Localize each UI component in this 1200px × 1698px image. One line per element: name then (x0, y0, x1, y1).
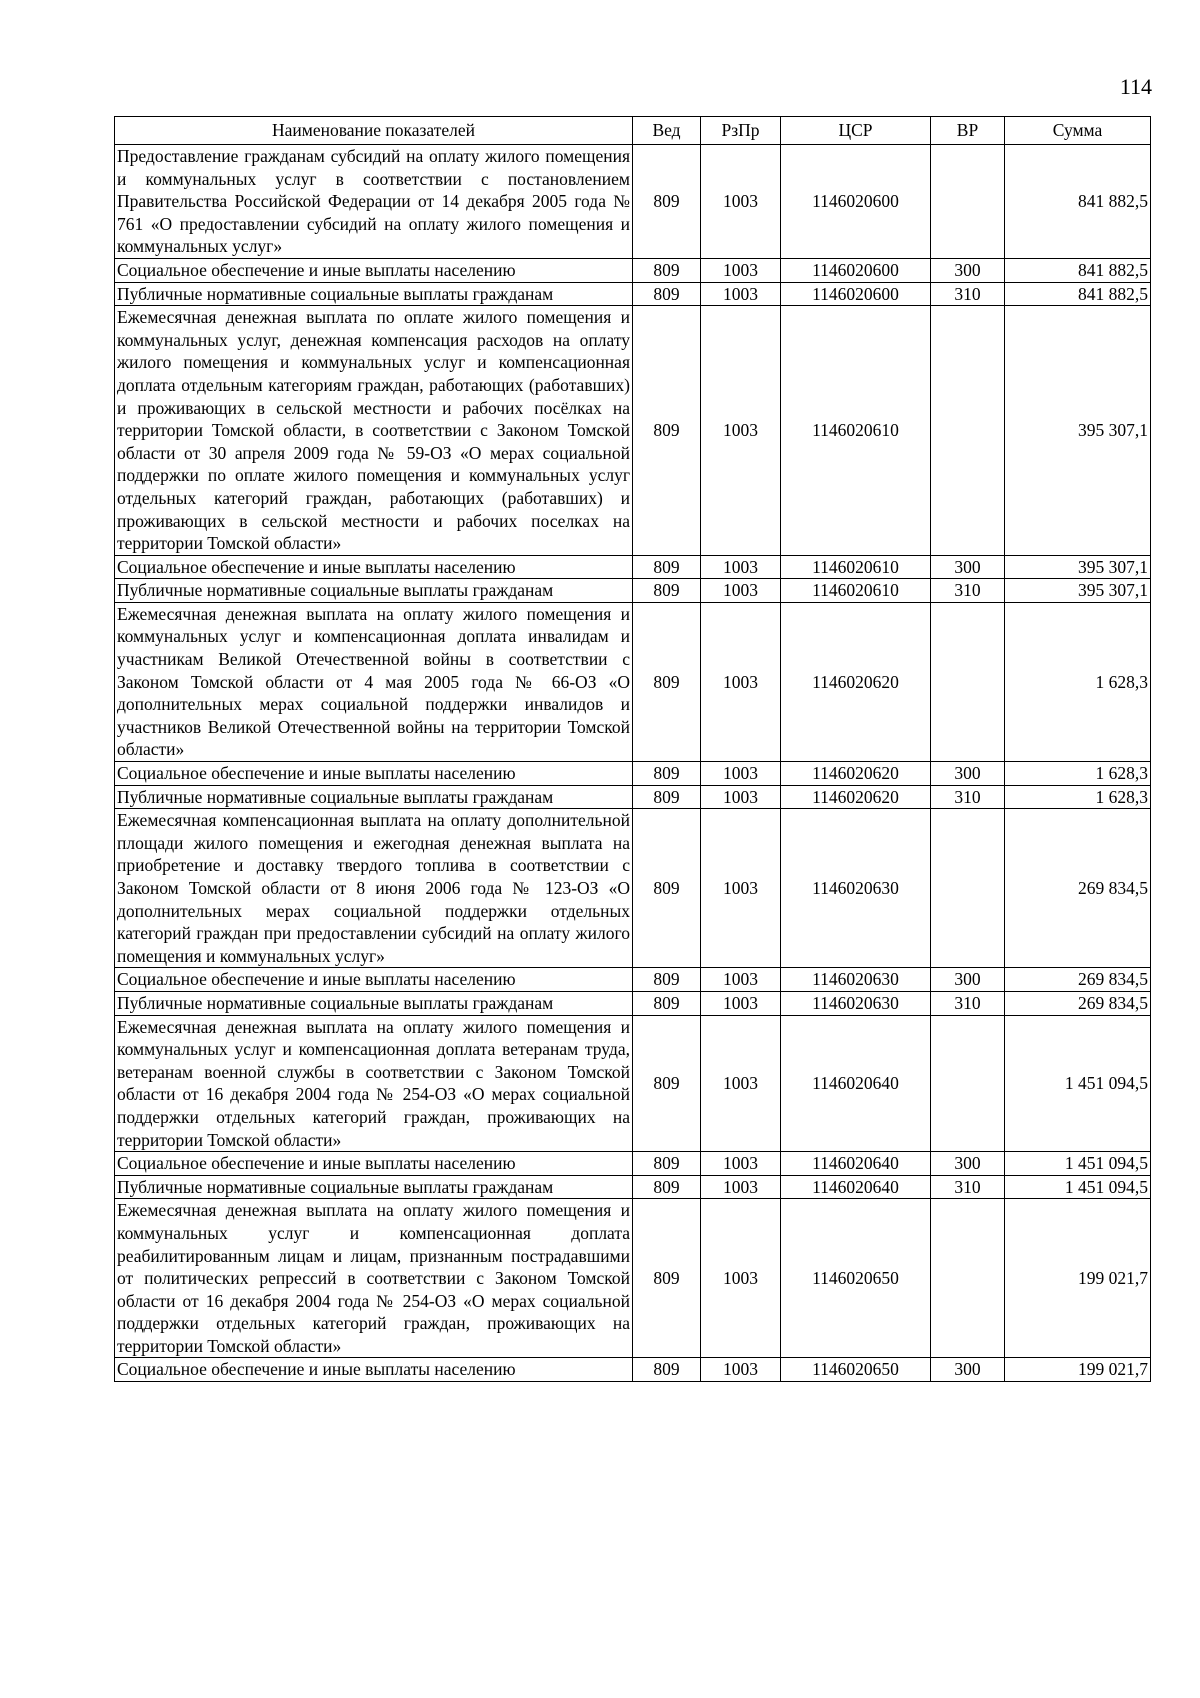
cell-rzpr: 1003 (701, 1199, 781, 1358)
cell-sum: 841 882,5 (1005, 258, 1151, 282)
cell-csr: 1146020610 (781, 555, 931, 579)
cell-name: Публичные нормативные социальные выплаты гражданам (115, 579, 633, 603)
table-row (115, 1015, 1151, 1152)
table-row (115, 1199, 1151, 1358)
cell-ved: 809 (633, 258, 701, 282)
table-row (115, 968, 1151, 992)
cell-ved: 809 (633, 555, 701, 579)
header-name: Наименование показателей (115, 117, 633, 145)
cell-name: Ежемесячная денежная выплата на оплату жилого помещения и коммунальных услуг и компенсационная доплата инвалидам и участникам Великой Отечественной войны в соответствии с Законом Томской области от 4 мая 2005 года № 66-ОЗ «О дополнительных мерах социальной поддержки инвалидов и участников Великой Отечественной войны на территории Томской области» (115, 602, 633, 761)
cell-rzpr: 1003 (701, 145, 781, 259)
cell-sum: 199 021,7 (1005, 1199, 1151, 1358)
cell-ved: 809 (633, 1358, 701, 1382)
cell-vr: 300 (931, 1152, 1005, 1176)
cell-vr: 310 (931, 1175, 1005, 1199)
cell-sum: 1 451 094,5 (1005, 1152, 1151, 1176)
table-row (115, 762, 1151, 786)
cell-name: Социальное обеспечение и иные выплаты населению (115, 968, 633, 992)
cell-ved: 809 (633, 991, 701, 1015)
table-row (115, 809, 1151, 968)
table-row (115, 991, 1151, 1015)
cell-sum: 841 882,5 (1005, 145, 1151, 259)
cell-vr (931, 145, 1005, 259)
cell-name: Публичные нормативные социальные выплаты гражданам (115, 991, 633, 1015)
cell-vr (931, 809, 1005, 968)
cell-name: Социальное обеспечение и иные выплаты населению (115, 258, 633, 282)
cell-csr: 1146020620 (781, 785, 931, 809)
cell-rzpr: 1003 (701, 306, 781, 556)
cell-ved: 809 (633, 1015, 701, 1152)
cell-vr (931, 1015, 1005, 1152)
header-csr: ЦСР (781, 117, 931, 145)
header-sum: Сумма (1005, 117, 1151, 145)
table-row (115, 579, 1151, 603)
cell-rzpr: 1003 (701, 555, 781, 579)
header-rzpr: РзПр (701, 117, 781, 145)
cell-rzpr: 1003 (701, 1015, 781, 1152)
cell-vr: 310 (931, 579, 1005, 603)
cell-ved: 809 (633, 602, 701, 761)
cell-sum: 1 628,3 (1005, 762, 1151, 786)
cell-csr: 1146020620 (781, 602, 931, 761)
cell-name: Социальное обеспечение и иные выплаты населению (115, 762, 633, 786)
cell-rzpr: 1003 (701, 1358, 781, 1382)
table-row (115, 258, 1151, 282)
cell-csr: 1146020630 (781, 968, 931, 992)
cell-sum: 269 834,5 (1005, 968, 1151, 992)
cell-ved: 809 (633, 306, 701, 556)
cell-name: Предоставление гражданам субсидий на оплату жилого помещения и коммунальных услуг в соответствии с постановлением Правительства Российской Федерации от 14 декабря 2005 года № 761 «О предоставлении субсидий на оплату жилого помещения и коммунальных услуг» (115, 145, 633, 259)
table-row (115, 555, 1151, 579)
table-row (115, 282, 1151, 306)
cell-ved: 809 (633, 785, 701, 809)
cell-csr: 1146020640 (781, 1015, 931, 1152)
cell-sum: 395 307,1 (1005, 579, 1151, 603)
cell-name: Социальное обеспечение и иные выплаты населению (115, 1358, 633, 1382)
cell-rzpr: 1003 (701, 1175, 781, 1199)
cell-ved: 809 (633, 282, 701, 306)
cell-vr (931, 306, 1005, 556)
cell-csr: 1146020620 (781, 762, 931, 786)
cell-sum: 841 882,5 (1005, 282, 1151, 306)
cell-sum: 269 834,5 (1005, 809, 1151, 968)
cell-sum: 1 451 094,5 (1005, 1175, 1151, 1199)
cell-name: Публичные нормативные социальные выплаты гражданам (115, 1175, 633, 1199)
cell-csr: 1146020640 (781, 1175, 931, 1199)
cell-csr: 1146020600 (781, 258, 931, 282)
table-row (115, 306, 1151, 556)
cell-vr (931, 1199, 1005, 1358)
cell-vr: 310 (931, 991, 1005, 1015)
cell-ved: 809 (633, 579, 701, 603)
cell-name: Социальное обеспечение и иные выплаты населению (115, 1152, 633, 1176)
cell-sum: 1 628,3 (1005, 602, 1151, 761)
cell-vr (931, 602, 1005, 761)
cell-ved: 809 (633, 1175, 701, 1199)
cell-rzpr: 1003 (701, 991, 781, 1015)
cell-vr: 300 (931, 1358, 1005, 1382)
cell-rzpr: 1003 (701, 579, 781, 603)
cell-vr: 300 (931, 762, 1005, 786)
table-row (115, 602, 1151, 761)
cell-ved: 809 (633, 762, 701, 786)
page-number: 114 (1119, 74, 1152, 99)
cell-rzpr: 1003 (701, 258, 781, 282)
cell-name: Ежемесячная компенсационная выплата на оплату дополнительной площади жилого помещения и ежегодная денежная выплата на приобретение и доставку твердого топлива в соответствии с Законом Томской области от 8 июня 2006 года № 123-ОЗ «О дополнительных мерах социальной поддержки отдельных категорий граждан при предоставлении субсидий на оплату жилого помещения и коммунальных услуг» (115, 809, 633, 968)
cell-vr: 310 (931, 785, 1005, 809)
cell-csr: 1146020610 (781, 579, 931, 603)
table-row (115, 145, 1151, 259)
cell-name: Ежемесячная денежная выплата на оплату жилого помещения и коммунальных услуг и компенсационная доплата реабилитированным лицам и лицам, признанным пострадавшими от политических репрессий в соответствии с Законом Томской области от 16 декабря 2004 года № 254-ОЗ «О мерах социальной поддержки отдельных категорий граждан, проживающих на территории Томской области» (115, 1199, 633, 1358)
cell-csr: 1146020610 (781, 306, 931, 556)
cell-sum: 269 834,5 (1005, 991, 1151, 1015)
cell-sum: 395 307,1 (1005, 306, 1151, 556)
cell-ved: 809 (633, 145, 701, 259)
cell-name: Ежемесячная денежная выплата на оплату жилого помещения и коммунальных услуг и компенсационная доплата ветеранам труда, ветеранам военной службы в соответствии с Законом Томской области от 16 декабря 2004 года № 254-ОЗ «О мерах социальной поддержки отдельных категорий граждан, проживающих на территории Томской области» (115, 1015, 633, 1152)
table-row (115, 1152, 1151, 1176)
cell-name: Социальное обеспечение и иные выплаты населению (115, 555, 633, 579)
cell-rzpr: 1003 (701, 809, 781, 968)
cell-rzpr: 1003 (701, 602, 781, 761)
cell-vr: 300 (931, 555, 1005, 579)
cell-ved: 809 (633, 809, 701, 968)
cell-csr: 1146020630 (781, 809, 931, 968)
cell-ved: 809 (633, 1152, 701, 1176)
cell-csr: 1146020640 (781, 1152, 931, 1176)
cell-sum: 1 451 094,5 (1005, 1015, 1151, 1152)
header-ved: Вед (633, 117, 701, 145)
cell-ved: 809 (633, 968, 701, 992)
cell-sum: 395 307,1 (1005, 555, 1151, 579)
cell-sum: 1 628,3 (1005, 785, 1151, 809)
table-row (115, 1358, 1151, 1382)
cell-csr: 1146020650 (781, 1358, 931, 1382)
table-row (115, 1175, 1151, 1199)
cell-rzpr: 1003 (701, 968, 781, 992)
cell-csr: 1146020650 (781, 1199, 931, 1358)
cell-vr: 310 (931, 282, 1005, 306)
cell-vr: 300 (931, 968, 1005, 992)
cell-name: Публичные нормативные социальные выплаты гражданам (115, 785, 633, 809)
cell-name: Публичные нормативные социальные выплаты гражданам (115, 282, 633, 306)
budget-table (114, 116, 1151, 1382)
cell-csr: 1146020630 (781, 991, 931, 1015)
cell-vr: 300 (931, 258, 1005, 282)
cell-sum: 199 021,7 (1005, 1358, 1151, 1382)
cell-rzpr: 1003 (701, 282, 781, 306)
cell-rzpr: 1003 (701, 785, 781, 809)
table-row (115, 785, 1151, 809)
table-header-row (115, 117, 1151, 145)
cell-ved: 809 (633, 1199, 701, 1358)
cell-rzpr: 1003 (701, 1152, 781, 1176)
cell-csr: 1146020600 (781, 145, 931, 259)
header-vr: ВР (931, 117, 1005, 145)
cell-rzpr: 1003 (701, 762, 781, 786)
cell-csr: 1146020600 (781, 282, 931, 306)
cell-name: Ежемесячная денежная выплата по оплате жилого помещения и коммунальных услуг, денежная компенсация расходов на оплату жилого помещения и коммунальных услуг и компенсационная доплата отдельным категориям граждан, работающих (работавших) и проживающих в сельской местности и рабочих посёлках на территории Томской области, в соответствии с Законом Томской области от 30 апреля 2009 года № 59-ОЗ «О мерах социальной поддержки по оплате жилого помещения и коммунальных услуг отдельных категорий граждан, работающих (работавших) и проживающих в сельской местности и рабочих поселках на территории Томской области» (115, 306, 633, 556)
